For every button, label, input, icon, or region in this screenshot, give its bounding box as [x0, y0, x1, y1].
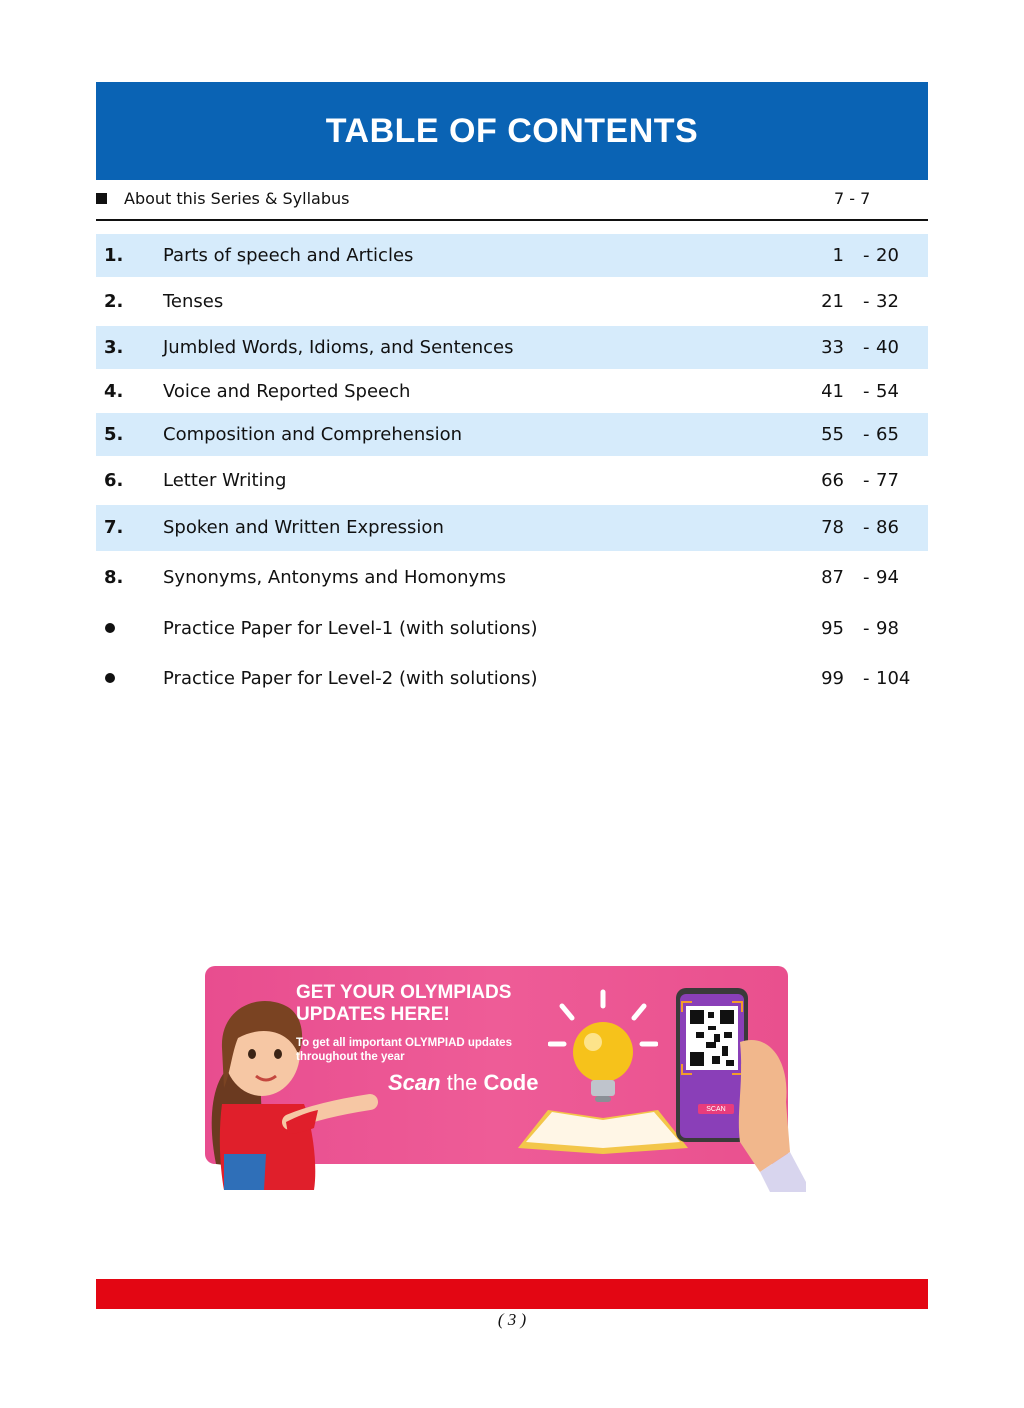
page-range-dash: - — [863, 381, 870, 402]
page-range-dash: - — [863, 424, 870, 445]
entry-title: Jumbled Words, Idioms, and Sentences — [163, 337, 514, 358]
entry-title: Practice Paper for Level-2 (with solutions) — [163, 668, 538, 689]
entry-end-page: 54 — [876, 381, 899, 402]
toc-entry — [96, 656, 928, 702]
entry-end-page: 86 — [876, 517, 899, 538]
code-word: Code — [483, 1070, 539, 1095]
entry-number: 4. — [104, 381, 124, 402]
toc-entry — [96, 326, 928, 369]
toc-entry — [96, 555, 928, 601]
the-word: the — [446, 1070, 478, 1095]
entry-number: 1. — [104, 245, 124, 266]
phone-qr-illustration — [640, 982, 806, 1192]
banner-subtext: To get all important OLYMPIAD updates throughout the year — [296, 1037, 512, 1063]
banner-text — [296, 982, 566, 1096]
bullet-icon — [105, 623, 115, 633]
entry-start-page: 99 — [821, 668, 844, 689]
entry-start-page: 87 — [821, 567, 844, 588]
scan-word: Scan — [388, 1070, 441, 1095]
entry-title: Synonyms, Antonyms and Homonyms — [163, 567, 507, 588]
page-range-dash: - — [863, 470, 870, 491]
entry-title: Composition and Comprehension — [163, 424, 463, 445]
page-range-dash: - — [863, 668, 870, 689]
entry-number: 5. — [104, 424, 124, 445]
entry-end-page: 40 — [876, 337, 899, 358]
entry-start-page: 33 — [821, 337, 844, 358]
banner-headline: GET YOUR OLYMPIADS UPDATES HERE! — [296, 982, 512, 1025]
page-range-dash: - — [863, 517, 870, 538]
entry-number: 6. — [104, 470, 124, 491]
page-range-dash: - — [863, 291, 870, 312]
entry-start-page: 66 — [821, 470, 844, 491]
entry-end-page: 94 — [876, 567, 899, 588]
toc-entry — [96, 234, 928, 277]
scan-button: SCAN — [706, 1106, 726, 1113]
toc-header — [96, 82, 928, 180]
entry-start-page: 1 — [832, 245, 844, 266]
entry-end-page: 65 — [876, 424, 899, 445]
intro-label: About this Series & Syllabus — [124, 189, 350, 208]
entry-title: Spoken and Written Expression — [163, 517, 444, 538]
entry-title: Voice and Reported Speech — [163, 381, 411, 402]
entry-title: Parts of speech and Articles — [163, 245, 414, 266]
intro-pages: 7 - 7 — [834, 189, 871, 208]
entry-start-page: 78 — [821, 517, 844, 538]
entry-end-page: 77 — [876, 470, 899, 491]
bullet-icon — [105, 673, 115, 683]
page-range-dash: - — [863, 337, 870, 358]
entry-start-page: 21 — [821, 291, 844, 312]
divider — [96, 219, 928, 221]
entry-end-page: 104 — [876, 668, 911, 689]
toc-entry — [96, 413, 928, 456]
entry-start-page: 41 — [821, 381, 844, 402]
entry-number: 7. — [104, 517, 124, 538]
entry-end-page: 32 — [876, 291, 899, 312]
toc-entry — [96, 280, 928, 324]
entry-number: 2. — [104, 291, 124, 312]
page-number: ( 3 ) — [497, 1310, 527, 1329]
page-range-dash: - — [863, 567, 870, 588]
toc-entry — [96, 459, 928, 503]
entry-title: Tenses — [163, 291, 224, 312]
toc-entry — [96, 606, 928, 652]
toc-entry — [96, 505, 928, 551]
entry-start-page: 95 — [821, 618, 844, 639]
page-title: TABLE OF CONTENTS — [325, 111, 699, 150]
entry-number: 8. — [104, 567, 124, 588]
entry-title: Letter Writing — [163, 470, 287, 491]
square-bullet-icon — [96, 193, 107, 204]
entry-end-page: 20 — [876, 245, 899, 266]
entry-end-page: 98 — [876, 618, 899, 639]
entry-number: 3. — [104, 337, 124, 358]
page-range-dash: - — [863, 245, 870, 266]
footer-bar — [96, 1279, 928, 1309]
entry-title: Practice Paper for Level-1 (with solutions) — [163, 618, 538, 639]
intro-entry — [96, 183, 928, 217]
banner-scan-line — [388, 1070, 566, 1096]
toc-entry — [96, 372, 928, 412]
page-range-dash: - — [863, 618, 870, 639]
entry-start-page: 55 — [821, 424, 844, 445]
